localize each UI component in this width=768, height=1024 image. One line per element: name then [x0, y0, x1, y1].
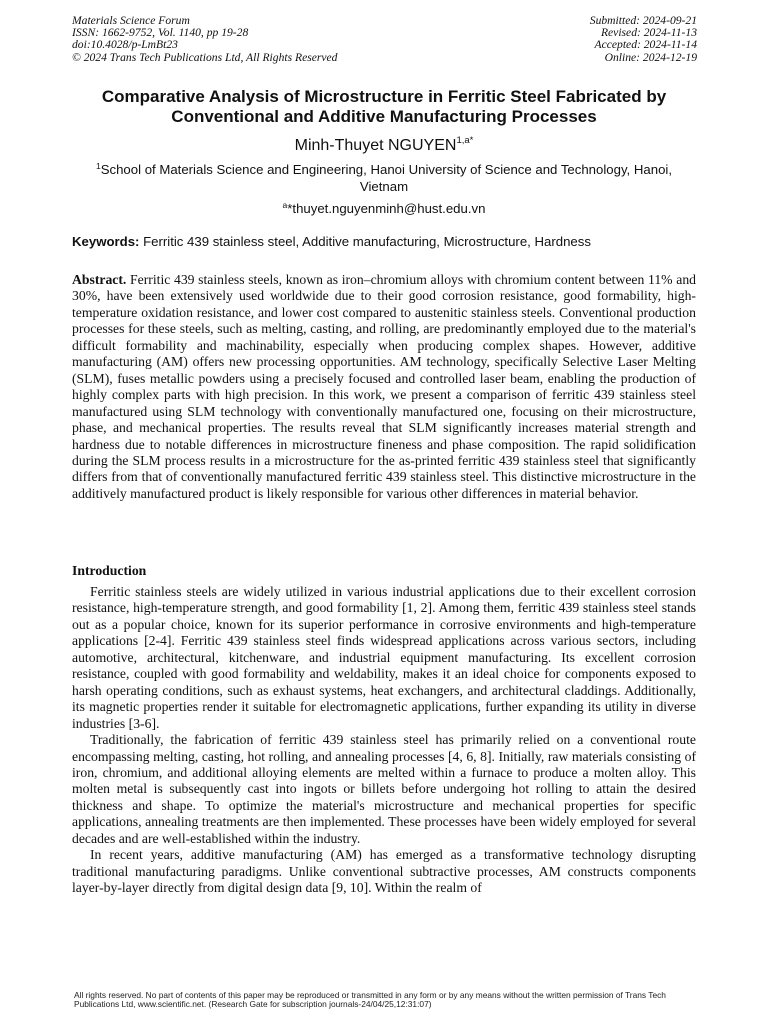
- accepted-date: Accepted: 2024-11-14: [594, 38, 697, 52]
- rights-footer: All rights reserved. No part of contents of this paper may be reproduced or transmitted in any form or by any means without the written permission of Trans Tech Publications Ltd, www.scientific.net. (Research Gate for subscription journals-24/04/25,12:31:07): [74, 990, 666, 1010]
- keywords-label: Keywords:: [72, 234, 140, 249]
- email-line: [0, 197, 768, 217]
- abstract-text: Ferritic 439 stainless steels, known as iron–chromium alloys with chromium content between 11% and 30%, have been extensively used worldwide due to their good corrosion resistance, good formability, high-temperature oxidation resistance, and lower cost compared to austenitic stainless steels. Conventional production processes for these steels, such as melting, casting, and rolling, are predominantly employed due to the material's difficult formability and machinability, especially when producing complex shapes. However, additive manufacturing (AM) offers new processing opportunities. AM technology, specifically Selective Laser Melting (SLM), fuses metallic powders using a precisely focused and controlled laser beam, enabling the production of highly complex parts with high precision. In this work, we present a comparison of ferritic 439 stainless steel manufactured using SLM technology with conventionally manufactured one, focusing on their microstructure, phase, and mechanical properties. The results reveal that SLM significantly increases material strength and hardness due to notable differences in microstructure fineness and phase composition. The rapid solidification during the SLM process results in a microstructure for the as-printed ferritic 439 stainless steel that significantly differs from that of conventionally manufactured ferritic 439 stainless steel. This distinctive microstructure in the additively manufactured product is likely responsible for various other differences in material behavior.: [72, 272, 697, 501]
- abstract-label: Abstract.: [72, 272, 127, 287]
- keywords: [72, 234, 708, 250]
- journal-name: Materials Science Forum: [72, 14, 190, 27]
- paper-title: Comparative Analysis of Microstructure in Ferritic Steel Fabricated by Conventional and Additive Manufacturing Processes: [101, 87, 667, 126]
- author-name: Minh-Thuyet NGUYEN: [294, 137, 457, 154]
- issn: ISSN: 1662-9752, Vol. 1140, pp 19-28: [72, 26, 249, 40]
- keywords-text: Ferritic 439 stainless steel, Additive manufacturing, Microstructure, Hardness: [143, 234, 591, 249]
- introduction-body: [72, 584, 696, 897]
- intro-paragraph: In recent years, additive manufacturing (AM) has emerged as a transformative technology disrupting traditional manufacturing paradigms. Unlike conventional subtractive processes, AM constructs components layer-by-layer directly from digital design data [9, 10]. Within the realm of: [72, 847, 696, 896]
- introduction-heading: Introduction: [72, 563, 147, 578]
- abstract: [72, 272, 696, 502]
- online-date: Online: 2024-12-19: [604, 50, 697, 64]
- revised-date: Revised: 2024-11-13: [600, 26, 697, 40]
- email-address[interactable]: *thuyet.nguyenminh@hust.edu.vn: [287, 201, 486, 216]
- author-superscript: 1,a*: [456, 135, 474, 146]
- intro-paragraph: Traditionally, the fabrication of ferritic 439 stainless steel has primarily relied on a conventional route encompassing melting, casting, hot rolling, and annealing processes [4, 6, 8]. Initially, raw materials consisting of iron, chromium, and additional alloying elements are melted within a furnace to produce a molten alloy. This molten metal is subsequently cast into ingots or billets before undergoing hot rolling to attain the desired thickness and shape. To optimize the material's microstructure and mechanical properties for specific applications, annealing treatments are then implemented. These processes have been widely employed for several decades and are well-established within the industry.: [72, 732, 696, 846]
- affiliation-text: School of Materials Science and Engineering, Hanoi University of Science and Technology, Hanoi, Vietnam: [100, 162, 673, 194]
- journal-header: [72, 15, 697, 64]
- copyright: © 2024 Trans Tech Publications Ltd, All Rights Reserved: [72, 50, 338, 64]
- affiliation: [80, 158, 688, 195]
- doi[interactable]: doi:10.4028/p-LmBt23: [72, 38, 178, 52]
- affiliation-superscript: 1: [95, 161, 101, 171]
- author-line: [0, 131, 768, 156]
- intro-paragraph: Ferritic stainless steels are widely utilized in various industrial applications due to their excellent corrosion resistance, high-temperature strength, and good formability [1, 2]. Among them, ferritic 439 stainless steel stands out as a popular choice, known for its superior performance in corrosive environments and high-temperature applications [2-4]. Ferritic 439 stainless steel finds widespread applications across various sectors, including automotive, architectural, kitchenware, and industrial equipment manufacturing. Its excellent corrosion resistance, coupled with good formability and weldability, makes it an ideal choice for components exposed to harsh operating conditions, such as exhaust systems, heat exchangers, and architectural claddings. Additionally, its magnetic properties render it suitable for electromagnetic applications, further expanding its utility in diverse industries [3-6].: [72, 584, 696, 731]
- submitted-date: Submitted: 2024-09-21: [589, 14, 697, 27]
- email-superscript: a: [282, 200, 288, 210]
